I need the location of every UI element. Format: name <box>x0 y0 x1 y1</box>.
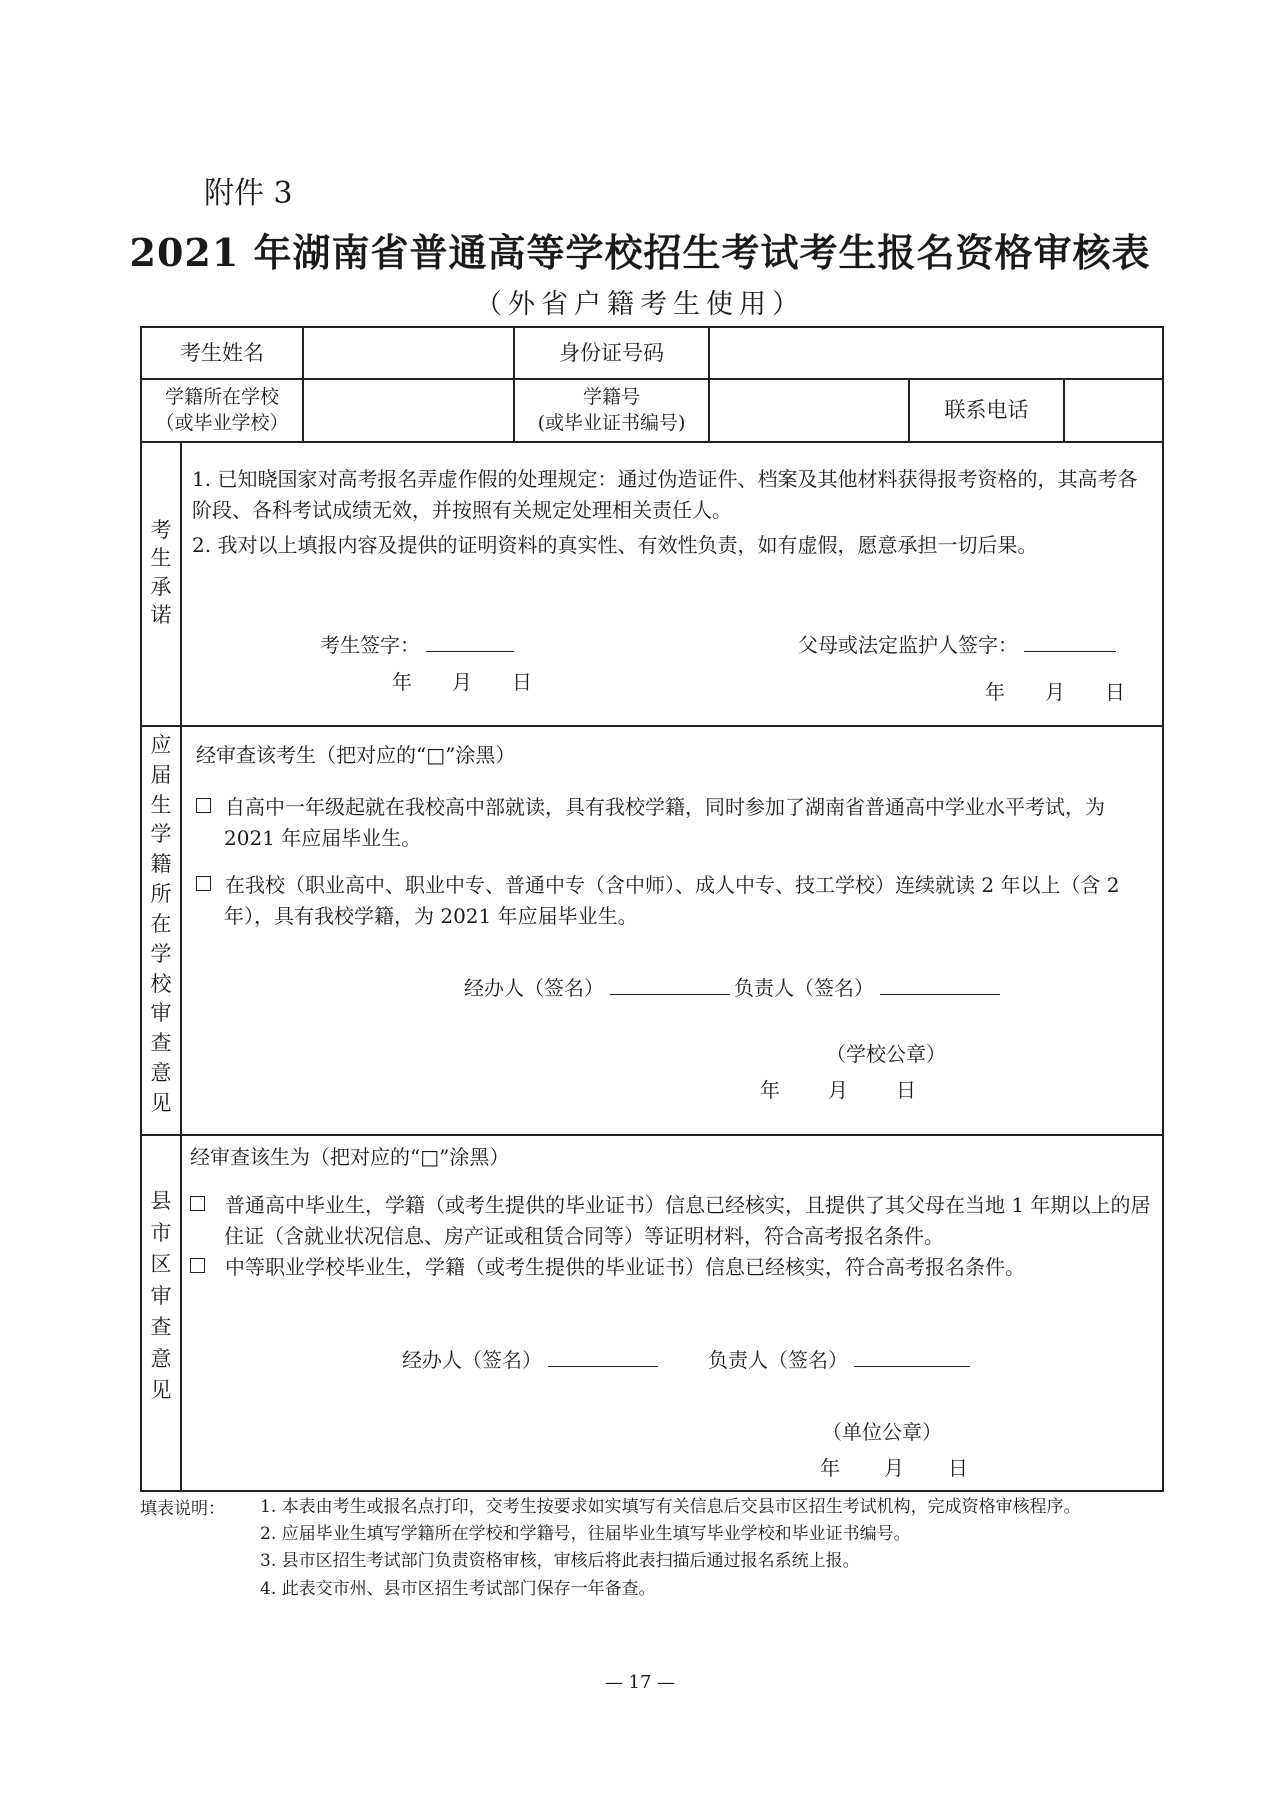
phone-field[interactable] <box>1065 380 1162 441</box>
student-sign-date: 年 月 日 <box>392 670 532 694</box>
school-review-date: 年 月 日 <box>760 1078 916 1102</box>
checkbox[interactable] <box>196 798 211 813</box>
notes-label: 填表说明： <box>140 1499 225 1519</box>
note-item: 3. 县市区招生考试部门负责资格审核，审核后将此表扫描后通过报名系统上报。 <box>260 1551 860 1572</box>
page-number: — 17 — <box>604 1672 676 1693</box>
school-field[interactable] <box>304 380 513 441</box>
checkbox[interactable] <box>196 876 211 891</box>
parent-signature: 父母或法定监护人签字： <box>798 629 1116 658</box>
row-divider <box>140 725 1164 727</box>
notes-list <box>260 1494 1081 1603</box>
pledge-item-2: 2. 我对以上填报内容及提供的证明资料的真实性、有效性负责，如有虚假，愿意承担一切后果。 <box>192 533 1038 557</box>
student-name-field[interactable] <box>304 328 513 378</box>
qualification-form <box>140 326 1164 1492</box>
school-review-intro: 经审查该考生（把对应的“□”涂黑） <box>196 743 516 767</box>
form-subtitle: （外省户籍考生使用） <box>475 289 805 320</box>
student-number-field[interactable] <box>710 380 908 441</box>
pledge-section-label: 考 生 承 诺 <box>150 518 172 628</box>
student-name-label: 考生姓名 <box>180 340 264 365</box>
county-leader-blank[interactable] <box>854 1366 970 1367</box>
student-number-label-main: 学籍号 <box>582 385 640 408</box>
student-number-label <box>515 380 708 441</box>
school-review-section-label: 应 届 生 学 籍 所 在 学 校 审 查 意 见 <box>150 733 172 1115</box>
id-number-field[interactable] <box>710 328 1162 378</box>
school-label: 学籍所在学校（或毕业学校） <box>155 385 289 434</box>
border-bottom <box>140 1490 1164 1492</box>
school-review-option-2: 在我校（职业高中、职业中专、普通中专（含中师）、成人中专、技工学校）连续就读 2 年以上（含 2 年），具有我校学籍，为 2021 年应届毕业生。 <box>196 870 1146 932</box>
row-divider <box>140 1134 1164 1136</box>
county-handler-blank[interactable] <box>548 1366 658 1367</box>
school-review-signatures: 经办人（签名） 负责人（签名） <box>464 972 1000 1001</box>
school-seal-label: （学校公章） <box>826 1042 946 1066</box>
school-leader-blank[interactable] <box>880 994 1000 995</box>
note-item: 2. 应届毕业生填写学籍所在学校和学籍号，往届毕业生填写毕业学校和毕业证书编号。 <box>260 1524 911 1545</box>
phone-label: 联系电话 <box>944 398 1029 423</box>
county-review-signatures: 经办人（签名） 负责人（签名） <box>402 1344 970 1373</box>
note-item: 4. 此表交市州、县市区招生考试部门保存一年备查。 <box>260 1578 656 1599</box>
county-review-section-label: 县 市 区 审 查 意 见 <box>150 1189 172 1402</box>
form-title: 2021 年湖南省普通高等学校招生考试考生报名资格审核表 <box>129 230 1151 275</box>
county-review-date: 年 月 日 <box>820 1456 968 1480</box>
checkbox[interactable] <box>190 1258 205 1273</box>
border-right <box>1162 326 1164 1492</box>
student-signature-blank[interactable] <box>426 651 514 652</box>
pledge-item-1: 1. 已知晓国家对高考报名弄虚作假的处理规定：通过伪造证件、档案及其他材料获得报考资格的，其高考各阶段、各科考试成绩无效，并按照有关规定处理相关责任人。 <box>192 467 1138 522</box>
county-review-option-2: 中等职业学校毕业生，学籍（或考生提供的毕业证书）信息已经核实，符合高考报名条件。 <box>190 1252 1152 1283</box>
county-review-intro: 经审查该生为（把对应的“□”涂黑） <box>190 1145 510 1169</box>
parent-signature-blank[interactable] <box>1024 651 1116 652</box>
school-handler-blank[interactable] <box>610 994 730 995</box>
parent-sign-date: 年 月 日 <box>985 680 1125 704</box>
checkbox[interactable] <box>190 1196 205 1211</box>
school-review-option-1: 自高中一年级起就在我校高中部就读，具有我校学籍，同时参加了湖南省普通高中学业水平考试，为 2021 年应届毕业生。 <box>196 792 1146 854</box>
row-divider <box>140 441 1164 443</box>
county-review-option-1: 普通高中毕业生，学籍（或考生提供的毕业证书）信息已经核实，且提供了其父母在当地 1 年期以上的居住证（含就业状况信息、房产证或租赁合同等）等证明材料，符合高考报名条件。 <box>190 1190 1152 1252</box>
attachment-label: 附件 3 <box>204 176 293 211</box>
county-seal-label: （单位公章） <box>822 1420 942 1444</box>
student-signature: 考生签字： <box>320 629 514 658</box>
note-item: 1. 本表由考生或报名点打印，交考生按要求如实填写有关信息后交县市区招生考试机构，完成资格审核程序。 <box>260 1497 1081 1517</box>
id-number-label: 身份证号码 <box>559 340 664 365</box>
label-col-divider <box>180 441 182 1492</box>
student-number-label-sub: (或毕业证书编号) <box>537 411 686 434</box>
